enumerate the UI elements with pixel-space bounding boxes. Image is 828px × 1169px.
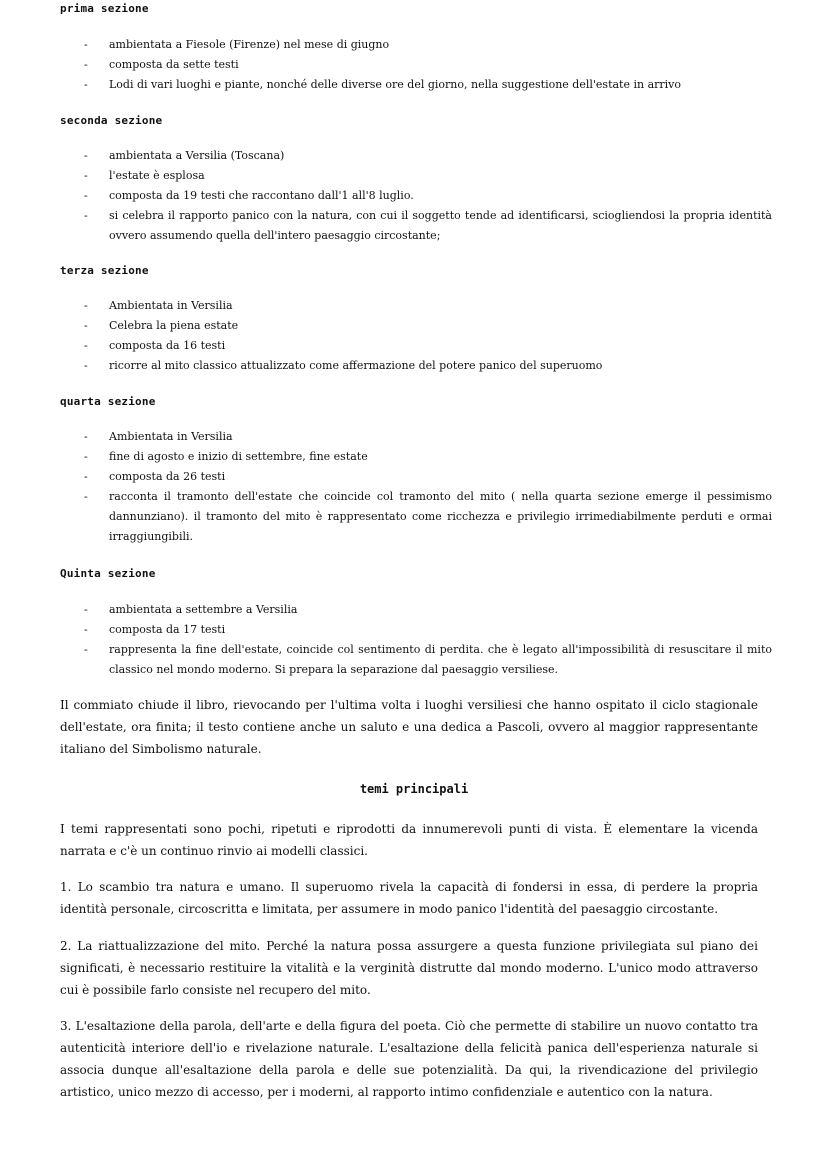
- document-page: prima sezione - ambientata a Fiesole (Firenze) nel mese di giugno - composta da sette testi - Lodi di vari luoghi e piante, nonché delle diverse ore del giorno, nella suggestione dell'estate in arrivo seconda sezione - ambientata a Versilia (Toscana) - l'estate è esplosa - composta da 19 testi che raccontano dall'1 all'8 luglio. - si celebra il rapporto panico con la natura, con cui il soggetto tende ad identificarsi, sciogliendosi la propria identità ovvero assumendo quella dell'intero paesaggio circostante; terza sezione - Ambientata in Versilia - Celebra la piena estate - composta da 16 testi - ricorre al mito classico attualizzato come affermazione del potere panico del superuomo quarta sezione - Ambientata in Versilia - fine di agosto e inizio di settembre, fine estate - composta da 26 testi - racconta il tramonto dell'estate che coincide col tramonto del mito ( nella quarta sezione emerge il pessimismo dannunziano). il tramonto del mito è rappresentato come ricchezza e privilegio irrimediabilmente perduti e ormai irraggiungibili. Quinta sezione - ambientata a settembre a Versilia - composta da 17 testi - rappresenta la fine dell'estate, coincide col sentimento di perdita. che è legato all'impossibilità di resuscitare il mito classico nel mondo moderno. Si prepara la separazione dal paesaggio versiliese. Il commiato chiude il libro, rievocando per l'ultima volta i luoghi versiliesi che hanno ospitato il ciclo stagionale dell'estate, ora finita; il testo contiene anche un saluto e una dedica a Pascoli, ovvero al maggior rappresentante italiano del Simbolismo naturale. temi principali I temi rappresentati sono pochi, ripetuti e riprodotti da innumerevoli punti di vista. È elementare la vicenda narrata e c'è un continuo rinvio ai modelli classici. 1. Lo scambio tra natura e umano. Il superuomo rivela la capacità di fondersi in essa, di perdere la propria identità personale, circoscritta e limitata, per assumere in modo panico l'identità del paesaggio circostante. 2. La riattualizzazione del mito. Perché la natura possa assurgere a questa funzione privilegiata sul piano dei significati, è necessario restituire la vitalità e la verginità distrutte dal mondo moderno. L'unico modo attraverso cui è possibile farlo consiste nel recupero del mito. 3. L'esaltazione della parola, dell'arte e della figura del poeta. Ciò che permette di stabilire un nuovo contatto tra autenticità interiore dell'io e rivelazione naturale. L'esaltazione della felicità panica dell'esperienza naturale si associa dunque all'esaltazione della parola e delle sue potenzialità. Da qui, la rivendicazione del privilegio artistico, unico mezzo di accesso, per i moderni, al rapporto intimo confidenziale e autentico con la natura.: [0, 0, 828, 1169]
- temi-intro-paragraph: I temi rappresentati sono pochi, ripetuti e riprodotti da innumerevoli punti di vista. È elementare la vicenda narrata e c'è un continuo rinvio ai modelli classici.: [60, 822, 758, 858]
- section-title-quinta: Quinta sezione: [60, 567, 156, 580]
- tema-item-1: 1. Lo scambio tra natura e umano. Il superuomo rivela la capacità di fondersi in essa, di perdere la propria identità personale, circoscritta e limitata, per assumere in modo panico l'identità del paesaggio circostante.: [60, 880, 758, 916]
- tema-item-3: 3. L'esaltazione della parola, dell'arte e della figura del poeta. Ciò che permette di stabilire un nuovo contatto tra autenticità interiore dell'io e rivelazione naturale. L'esaltazione della felicità panica dell'esperienza naturale si associa dunque all'esaltazione della parola e delle sue potenzialità. Da qui, la rivendicazione del privilegio artistico, unico mezzo di accesso, per i moderni, al rapporto intimo confidenziale e autentico con la natura.: [60, 1019, 758, 1099]
- section-title-terza: terza sezione: [60, 264, 149, 277]
- commiato-paragraph: Il commiato chiude il libro, rievocando per l'ultima volta i luoghi versiliesi che hanno ospitato il ciclo stagionale dell'estate, ora finita; il testo contiene anche un saluto e una dedica a Pascoli, ovvero al maggior rappresentante italiano del Simbolismo naturale.: [60, 698, 758, 756]
- temi-title: temi principali: [359, 782, 469, 796]
- tema-item-2: 2. La riattualizzazione del mito. Perché la natura possa assurgere a questa funzione privilegiata sul piano dei significati, è necessario restituire la vitalità e la verginità distrutte dal mondo moderno. L'unico modo attraverso cui è possibile farlo consiste nel recupero del mito.: [60, 939, 758, 997]
- section-title-quarta: quarta sezione: [60, 395, 156, 408]
- section-title-prima: prima sezione: [60, 2, 149, 15]
- section-title-seconda: seconda sezione: [60, 114, 163, 127]
